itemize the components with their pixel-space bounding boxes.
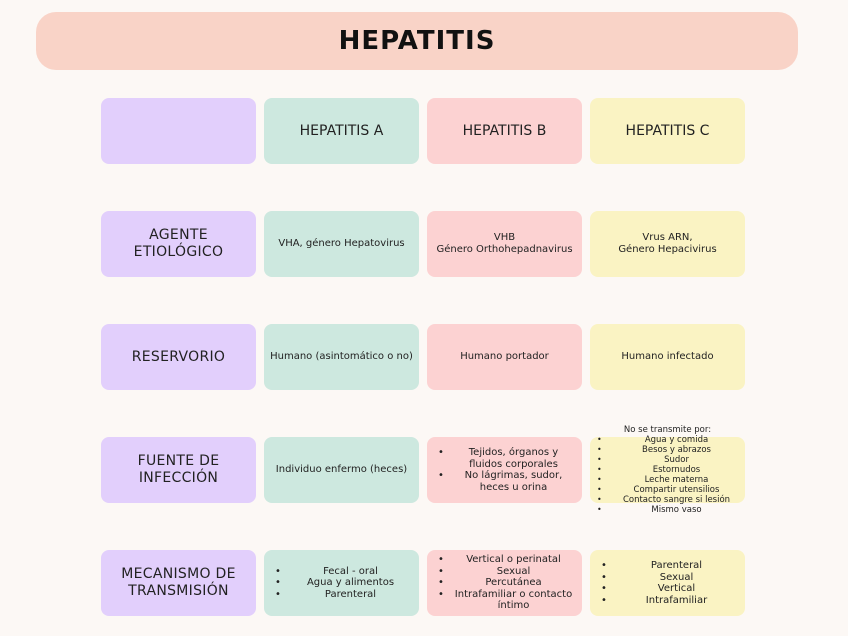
list-item: • Compartir utensilios	[590, 485, 745, 495]
list-item: • Leche materna	[590, 475, 745, 485]
list-item: • Agua y comida	[590, 435, 745, 445]
list-item: • Parenteral	[268, 589, 415, 601]
row-label-agente-etiologico: AGENTE ETIOLÓGICO	[101, 211, 256, 277]
cell-reservorio-c: Humano infectado	[590, 324, 745, 390]
cell-agente-b-line1: VHB	[493, 232, 516, 243]
cell-agente-c	[590, 211, 745, 277]
list-item: • Mismo vaso	[590, 505, 745, 515]
header-empty-cell	[101, 98, 256, 164]
mecanismo-c-list	[594, 560, 741, 606]
cell-reservorio-b: Humano portador	[427, 324, 582, 390]
row-label-mecanismo-de-transmision: MECANISMO DE TRANSMISIÓN	[101, 550, 256, 616]
row-label-fuente-de-infeccion: FUENTE DE INFECCIÓN	[101, 437, 256, 503]
list-item: • Estornudos	[590, 465, 745, 475]
column-header-hepatitis-c: HEPATITIS C	[590, 98, 745, 164]
column-header-hepatitis-a: HEPATITIS A	[264, 98, 419, 164]
list-item: • Sexual	[431, 566, 578, 578]
cell-mecanismo-c	[590, 550, 745, 616]
fuente-b-list	[431, 447, 578, 493]
list-item: • Intrafamiliar	[594, 595, 741, 607]
list-item: • Tejidos, órganos y fluidos corporales	[431, 447, 578, 470]
list-item: • No lágrimas, sudor, heces u orina	[431, 470, 578, 493]
list-item: • Intrafamiliar o contacto íntimo	[431, 589, 578, 612]
list-item: • Agua y alimentos	[268, 577, 415, 589]
list-item: • Fecal - oral	[268, 566, 415, 578]
cell-fuente-b	[427, 437, 582, 503]
list-item: • Percutánea	[431, 577, 578, 589]
fuente-c-heading: No se transmite por:	[623, 425, 712, 435]
cell-fuente-a: Individuo enfermo (heces)	[264, 437, 419, 503]
cell-agente-b-line2: Género Orthohepadnavirus	[436, 244, 573, 255]
title-banner	[36, 12, 798, 70]
mecanismo-b-list	[431, 554, 578, 612]
list-item: • Vertical	[594, 583, 741, 595]
row-label-reservorio: RESERVORIO	[101, 324, 256, 390]
list-item: • Vertical o perinatal	[431, 554, 578, 566]
list-item: • Contacto sangre si lesión	[590, 495, 745, 505]
fuente-c-list	[590, 435, 745, 515]
column-header-hepatitis-b: HEPATITIS B	[427, 98, 582, 164]
list-item: • Besos y abrazos	[590, 445, 745, 455]
cell-agente-c-line2: Género Hepacivirus	[618, 244, 717, 255]
cell-reservorio-a: Humano (asintomático o no)	[264, 324, 419, 390]
list-item: • Sudor	[590, 455, 745, 465]
cell-agente-a: VHA, género Hepatovirus	[264, 211, 419, 277]
cell-mecanismo-a	[264, 550, 419, 616]
list-item: • Sexual	[594, 572, 741, 584]
cell-fuente-c	[590, 425, 745, 515]
page-title: HEPATITIS	[338, 26, 496, 56]
cell-mecanismo-b	[427, 550, 582, 616]
list-item: • Parenteral	[594, 560, 741, 572]
cell-agente-b	[427, 211, 582, 277]
cell-agente-c-line1: Vrus ARN,	[642, 232, 693, 243]
mecanismo-a-list	[268, 566, 415, 601]
